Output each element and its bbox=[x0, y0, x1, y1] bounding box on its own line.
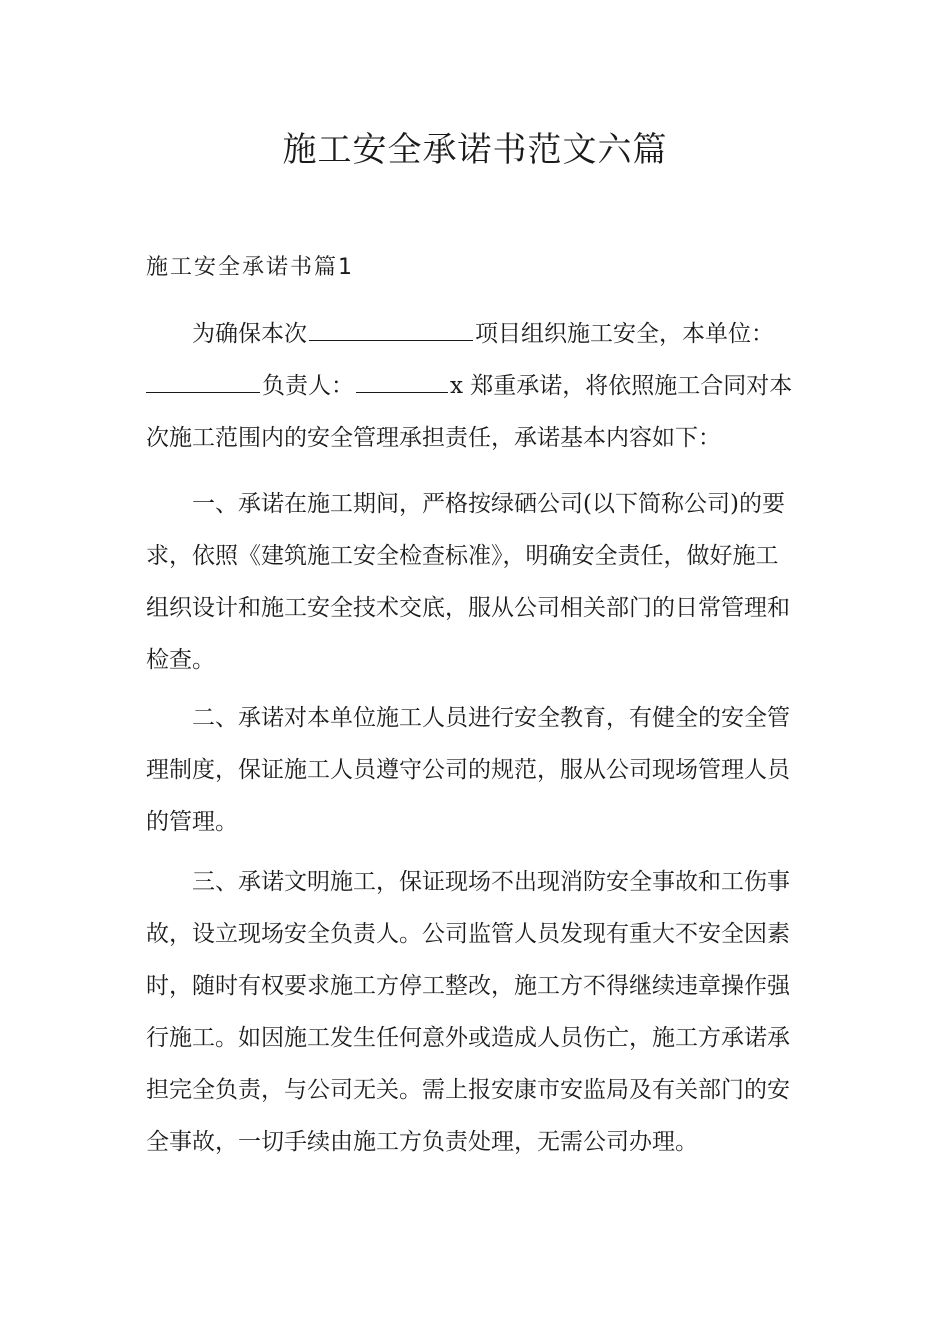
clause-line: 的管理。 bbox=[146, 809, 238, 835]
intro-line-3: 次施工范围内的安全管理承担责任，承诺基本内容如下： bbox=[146, 425, 721, 451]
intro-line-2 bbox=[146, 360, 806, 412]
intro-paragraph bbox=[146, 308, 806, 464]
clause-line: 二、承诺对本单位施工人员进行安全教育，有健全的安全管 bbox=[192, 705, 790, 731]
intro-text: 为确保本次 bbox=[192, 321, 307, 347]
clause-line: 行施工。如因施工发生任何意外或造成人员伤亡，施工方承诺承 bbox=[146, 1025, 790, 1051]
clause-line: 全事故，一切手续由施工方负责处理，无需公司办理。 bbox=[146, 1129, 698, 1155]
unit-name-blank bbox=[146, 366, 260, 393]
clause-line: 组织设计和施工安全技术交底，服从公司相关部门的日常管理和 bbox=[146, 595, 790, 621]
intro-text: 项目组织施工安全，本单位： bbox=[475, 321, 774, 347]
clause-1 bbox=[146, 478, 806, 686]
clause-line: 担完全负责，与公司无关。需上报安康市安监局及有关部门的安 bbox=[146, 1077, 790, 1103]
project-name-blank bbox=[309, 314, 473, 341]
section-heading: 施工安全承诺书篇1 bbox=[146, 255, 354, 280]
clause-2 bbox=[146, 692, 806, 848]
responsible-person-blank bbox=[356, 366, 448, 393]
clause-line: 理制度，保证施工人员遵守公司的规范，服从公司现场管理人员 bbox=[146, 757, 790, 783]
intro-line-1 bbox=[146, 308, 806, 360]
clause-line: 时，随时有权要求施工方停工整改，施工方不得继续违章操作强 bbox=[146, 973, 790, 999]
clause-line: 求，依照《建筑施工安全检查标准》，明确安全责任，做好施工 bbox=[146, 543, 779, 569]
clause-line: 检查。 bbox=[146, 647, 215, 673]
clause-3 bbox=[146, 856, 806, 1168]
intro-text: 负责人： bbox=[262, 373, 354, 399]
clause-line: 故，设立现场安全负责人。公司监管人员发现有重大不安全因素 bbox=[146, 921, 790, 947]
clause-line: 三、承诺文明施工，保证现场不出现消防安全事故和工伤事 bbox=[192, 869, 790, 895]
intro-text: x 郑重承诺，将依照施工合同对本 bbox=[450, 373, 793, 399]
document-title: 施工安全承诺书范文六篇 bbox=[282, 130, 668, 170]
clause-line: 一、承诺在施工期间，严格按绿硒公司(以下简称公司)的要 bbox=[192, 491, 785, 517]
